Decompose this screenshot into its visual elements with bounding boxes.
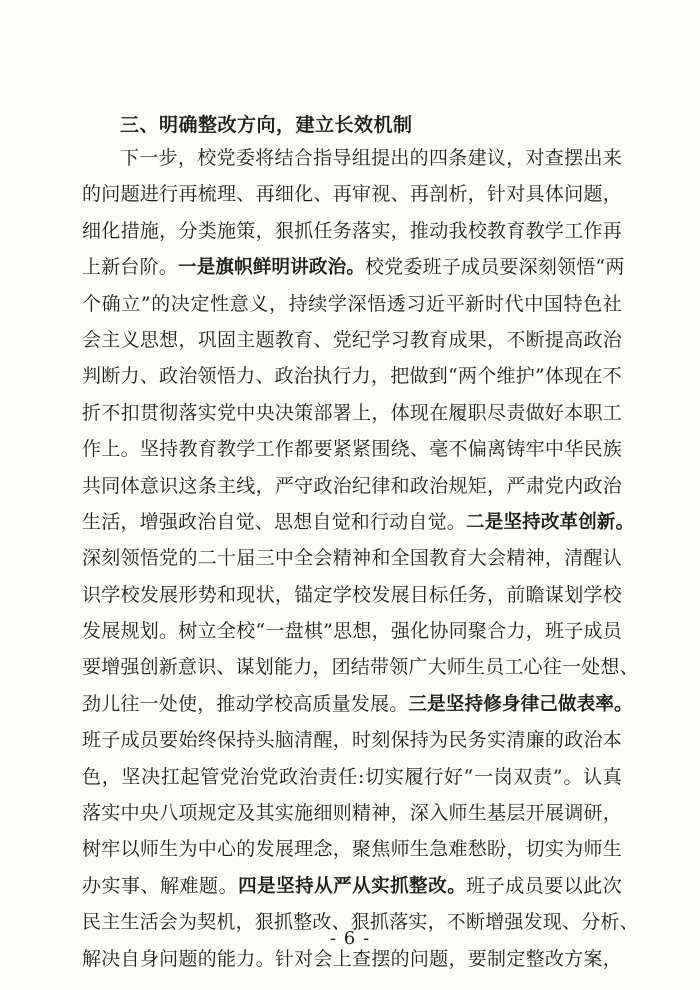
text-line: 色，坚决扛起管党治党政治责任:切实履行好“一岗双责”。认真: [82, 765, 622, 788]
text-line: 解决自身问题的能力。针对会上查摆的问题，要制定整改方案，: [82, 947, 622, 970]
text-line: 共同体意识这条主线，严守政治纪律和政治规矩，严肃党内政治: [82, 474, 622, 497]
text-line: 班子成员要始终保持头脑清醒，时刻保持为民务实清廉的政治本: [82, 729, 622, 752]
text-line: 细化措施，分类施策，狠抓任务落实，推动我校教育教学工作再: [82, 219, 622, 242]
body-paragraph: [82, 140, 639, 977]
text-line: 的问题进行再梳理、再细化、再审视、再剖析，针对具体问题，: [82, 183, 622, 206]
text-line: 劲儿往一处使，推动学校高质量发展。三是坚持修身律己做表率。: [82, 692, 633, 715]
text-line: 树牢以师生为中心的发展理念，聚焦师生急难愁盼，切实为师生: [82, 838, 622, 861]
page-number: - 6 -: [329, 928, 371, 949]
text-line: 折不扣贯彻落实党中央决策部署上，体现在履职尽责做好本职工: [82, 401, 622, 424]
text-line: 民主生活会为契机，狠抓整改、狠抓落实，不断增强发现、分析、: [82, 911, 639, 934]
text-line: 识学校发展形势和现状，锚定学校发展目标任务，前瞻谋划学校: [82, 583, 622, 606]
text-line: 上新台阶。一是旗帜鲜明讲政治。校党委班子成员要深刻领悟“两: [82, 256, 625, 279]
section-heading: 三、明确整改方向，建立长效机制: [120, 114, 413, 136]
text-line: 发展规划。树立全校“一盘棋”思想，强化协同聚合力，班子成员: [82, 620, 622, 643]
point-heading: 二是坚持改革创新。: [466, 511, 635, 533]
text-line: 会主义思想，巩固主题教育、党纪学习教育成果，不断提高政治: [82, 328, 622, 351]
text-line: 判断力、政治领悟力、政治执行力，把做到“两个维护”体现在不: [82, 365, 622, 388]
point-heading: 三是坚持修身律己做表率。: [408, 693, 633, 715]
text-line: 落实中央八项规定及其实施细则精神，深入师生基层开展调研，: [82, 802, 622, 825]
text-line: 办实事、解难题。四是坚持从严从实抓整改。班子成员要以此次: [82, 874, 622, 897]
text-line: 个确立”的决定性意义，持续学深悟透习近平新时代中国特色社: [82, 292, 622, 315]
point-heading: 一是旗帜鲜明讲政治。: [178, 257, 366, 279]
text-line: 生活，增强政治自觉、思想自觉和行动自觉。二是坚持改革创新。: [82, 510, 635, 533]
text-line: 作上。坚持教育教学工作都要紧紧围绕、毫不偏离铸牢中华民族: [82, 438, 622, 461]
point-heading: 四是坚持从严从实抓整改。: [238, 875, 467, 897]
text-line: 下一步，校党委将结合指导组提出的四条建议，对查摆出来: [120, 147, 622, 169]
text-line: 要增强创新意识、谋划能力，团结带领广大师生员工心往一处想、: [82, 656, 639, 679]
text-line: 深刻领悟党的二十届三中全会精神和全国教育大会精神，清醒认: [82, 547, 622, 570]
